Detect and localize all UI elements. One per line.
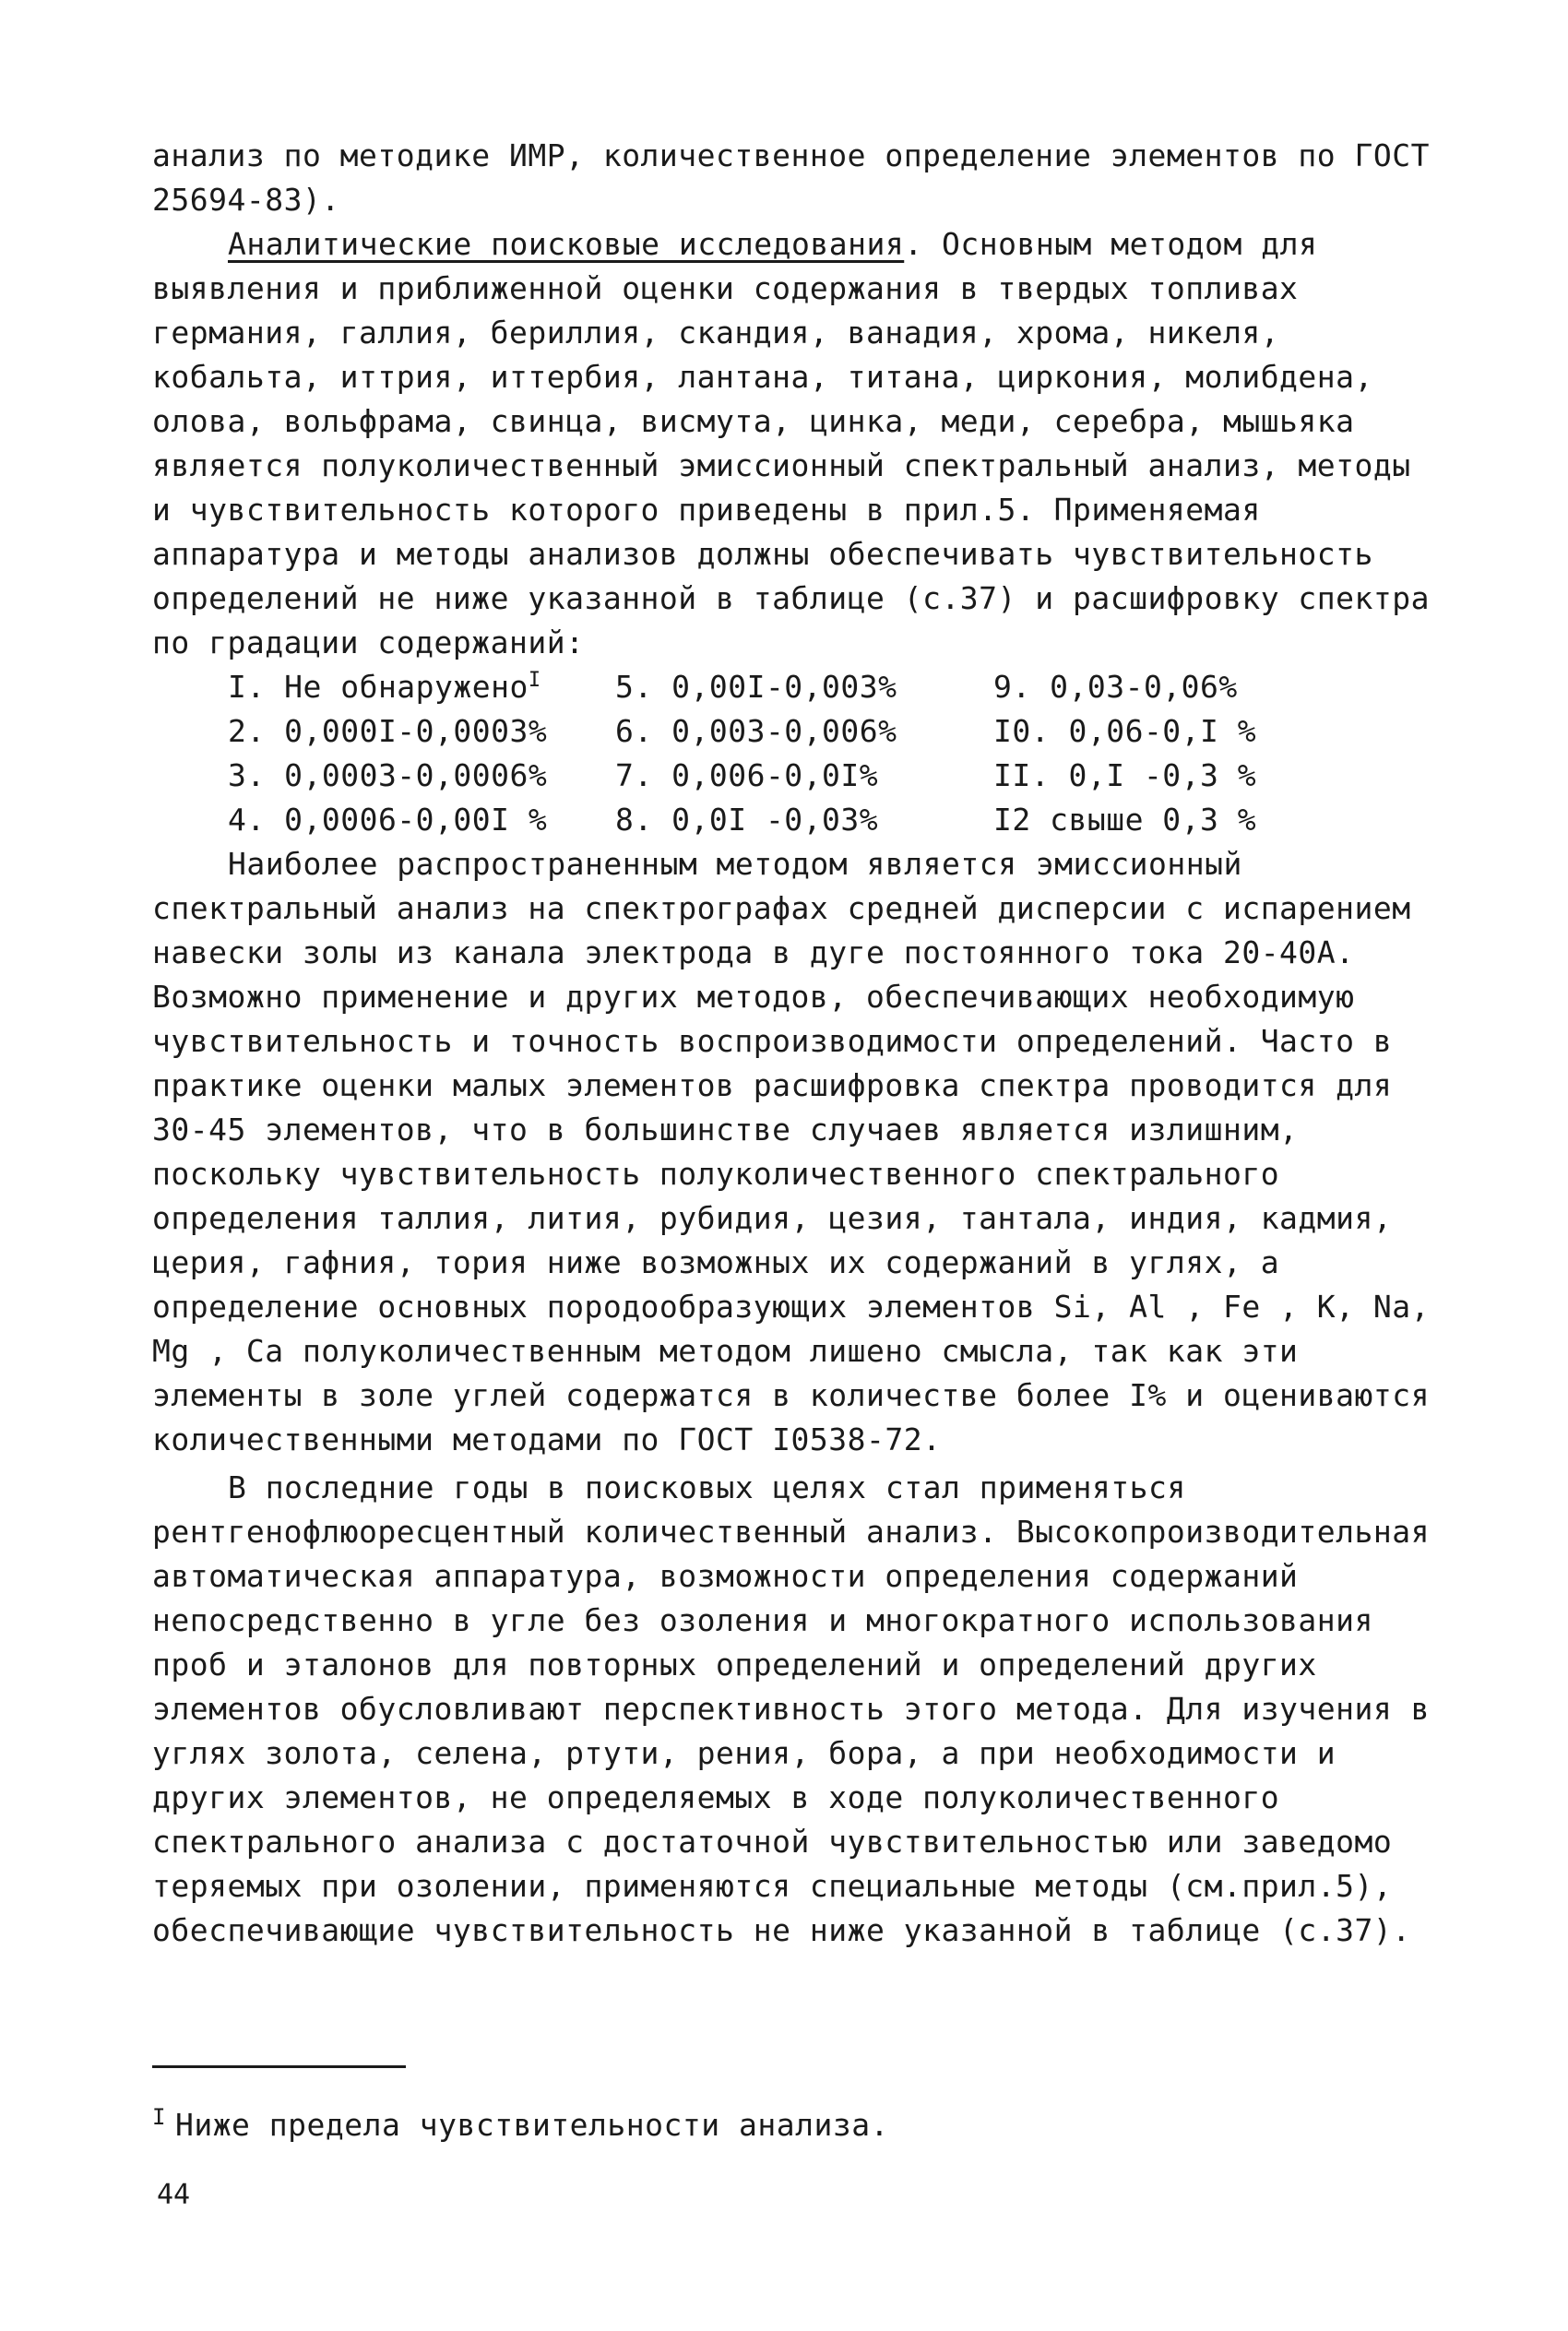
footnote-text: Ниже предела чувствительности анализа. [174, 2107, 889, 2143]
footnote-number: I [152, 2104, 166, 2130]
gradation-item: 9. 0,03-0,06% [993, 669, 1238, 705]
gradation-item: 8. 0,0I -0,03% [615, 802, 879, 838]
page-number: 44 [157, 2179, 191, 2211]
gradation-item: I2 свыше 0,3 % [993, 802, 1257, 838]
gradation-row [228, 798, 1443, 842]
gradation-item: 4. 0,0006-0,00I % [228, 802, 548, 838]
page-body [152, 134, 1449, 1953]
footnote-marker: I [528, 669, 541, 692]
gradation-item: 3. 0,0003-0,0006% [228, 757, 548, 793]
gradation-item: II. 0,I -0,3 % [993, 757, 1257, 793]
paragraph-2 [152, 222, 1449, 665]
section-heading: Аналитические поисковые исследования [228, 226, 905, 262]
paragraph-2-body: . Основным методом для выявления и приближенной оценки содержания в твердых топливах германия, галлия, бериллия, скандия, ванадия, хрома, никеля, кобальта, иттрия, иттербия, лантана, титана, циркония, молибдена, олова, вольфрама, свинца, висмута, цинка, меди, серебра, мышьяка является полуколичественный эмиссионный спектральный анализ, методы и чувствительность которого приведены в прил.5. Применяемая аппаратура и методы анализов должны обеспечивать чувствительность определений не ниже указанной в таблице (с.37) и расшифровку спектра по градации содержаний: [152, 226, 1449, 660]
gradation-item: I. Не обнаружено$^I$ [228, 669, 541, 705]
gradation-item: 6. 0,003-0,006% [615, 713, 897, 749]
footnote [152, 2103, 889, 2147]
paragraph-4: В последние годы в поисковых целях стал применяться рентгенофлюоресцентный количественный анализ. Высокопроизводительная автоматическая аппаратура, возможности определения содержаний непосредственно в угле без озоления и многократного использования проб и эталонов для повторных определений и определений других элементов обусловливают перспективность этого метода. Для изучения в углях золота, селена, ртути, рения, бора, а при необходимости и других элементов, не определяемых в ходе полуколичественного спектрального анализа с достаточной чувствительностью или заведомо теряемых при озолении, применяются специальные методы (см.прил.5), обеспечивающие чувствительность не ниже указанной в таблице (с.37). [152, 1469, 1449, 1948]
gradation-row [228, 709, 1443, 754]
gradation-item: 7. 0,006-0,0I% [615, 757, 879, 793]
gradation-item: 2. 0,000I-0,0003% [228, 713, 548, 749]
gradation-row [228, 665, 1443, 709]
gradation-item: 5. 0,00I-0,003% [615, 669, 897, 705]
gradation-row [228, 754, 1443, 798]
paragraph-1: анализ по методике ИМР, количественное определение элементов по ГОСТ 25694-83). [152, 137, 1449, 218]
gradation-list [152, 665, 1443, 842]
footnote-divider [152, 2065, 406, 2068]
gradation-item: I0. 0,06-0,I % [993, 713, 1257, 749]
paragraph-3: Наиболее распространенным методом является эмиссионный спектральный анализ на спектрографах средней дисперсии с испарением навески золы из канала электрода в дуге постоянного тока 20-40А. Возможно применение и других методов, обеспечивающих необходимую чувствительность и точность воспроизводимости определений. Часто в практике оценки малых элементов расшифровка спектра проводится для 30-45 элементов, что в большинстве случаев является излишним, поскольку чувствительность полуколичественного спектрального определения таллия, лития, рубидия, цезия, тантала, индия, кадмия, церия, гафния, тория ниже возможных их содержаний в углях, а определение основных породообразующих элементов Si, Al , Fe , K, Na, Mg , Ca полуколичественным методом лишено смысла, так как эти элементы в золе углей содержатся в количестве более I% и оцениваются количественными методами по ГОСТ I0538-72. [152, 846, 1449, 1457]
